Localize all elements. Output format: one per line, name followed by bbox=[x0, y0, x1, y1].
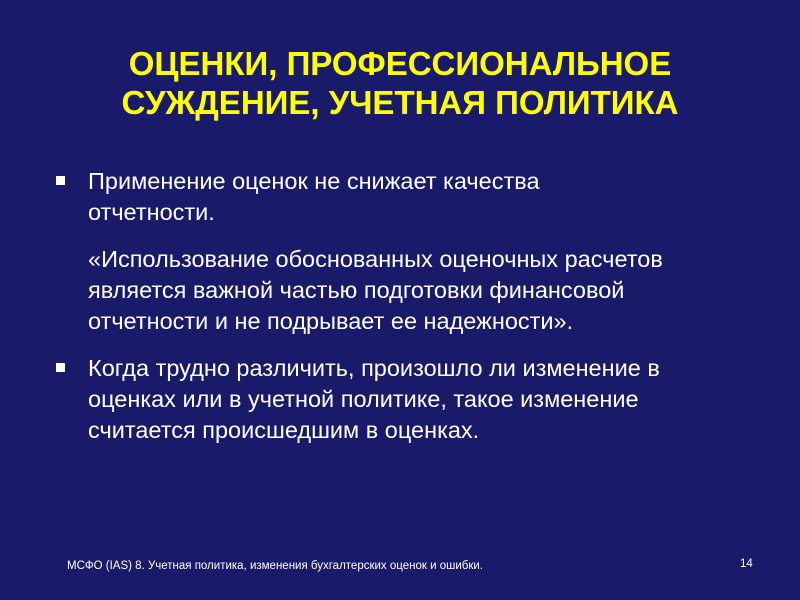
title-line-2: СУЖДЕНИЕ, УЧЕТНАЯ ПОЛИТИКА bbox=[121, 84, 679, 121]
page-number: 14 bbox=[740, 558, 753, 570]
slide-title bbox=[40, 44, 760, 122]
bullet-1-line-1: Применение оценок не снижает качества bbox=[88, 168, 540, 194]
bullet-2-line-1: Когда трудно различить, произошло ли изменение в bbox=[88, 355, 660, 381]
square-bullet-icon bbox=[56, 363, 65, 372]
bullet-item-2 bbox=[54, 353, 754, 446]
bullet-2-line-2: оценках или в учетной политике, такое изменение bbox=[88, 386, 639, 412]
bullet-2-line-3: считается происшедшим в оценках. bbox=[88, 417, 480, 443]
square-bullet-icon bbox=[56, 176, 65, 185]
quote-line-2: является важной частью подготовки финансовой bbox=[88, 277, 625, 303]
bullet-1-quote bbox=[88, 244, 754, 337]
quote-line-3: отчетности и не подрывает ее надежности». bbox=[88, 308, 574, 334]
bullet-1-line-2: отчетности. bbox=[88, 199, 215, 225]
bullet-item-1 bbox=[54, 166, 754, 337]
slide-footer: МСФО (IAS) 8. Учетная политика, изменения бухгалтерских оценок и ошибки. bbox=[67, 560, 483, 572]
bullet-list bbox=[54, 166, 754, 462]
quote-line-1: «Использование обоснованных оценочных расчетов bbox=[88, 246, 663, 272]
title-line-1: ОЦЕНКИ, ПРОФЕССИОНАЛЬНОЕ bbox=[128, 45, 672, 82]
